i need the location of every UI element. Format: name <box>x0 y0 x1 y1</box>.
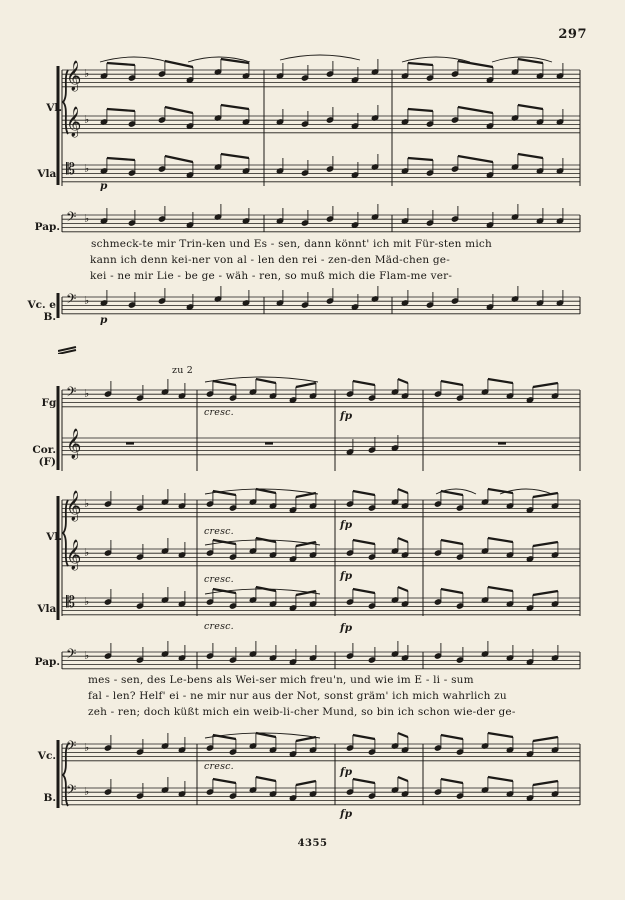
note-beam <box>518 105 543 109</box>
fp-viola: fp <box>340 622 353 634</box>
note-beam <box>441 779 463 783</box>
slur <box>100 57 168 62</box>
instrument-label-violins: Vl. <box>46 102 62 114</box>
note-beam <box>398 489 408 493</box>
note-beam <box>533 493 558 497</box>
note-beam <box>398 379 408 383</box>
note-beam <box>165 156 193 162</box>
note-beam <box>107 63 135 65</box>
note-beam <box>353 735 375 739</box>
instrument-label-horn-key: (F) <box>38 456 56 468</box>
treble-clef-icon: 𝄞 <box>66 107 82 137</box>
note-beam <box>296 781 316 785</box>
note-beam <box>458 107 493 113</box>
bass-clef-icon: 𝄢 <box>66 646 77 665</box>
note-beam <box>256 777 276 781</box>
cresc-bassoon: cresc. <box>204 407 234 418</box>
treble-clef-icon: 𝄞 <box>66 540 82 570</box>
cresc-cello: cresc. <box>204 761 234 772</box>
dynamic-bass: p <box>100 314 108 326</box>
note-beam <box>441 540 463 544</box>
rest-icon <box>498 442 506 444</box>
note-beam <box>398 777 408 781</box>
note-beam <box>353 540 375 544</box>
instrument-label-horn: Cor. <box>32 444 56 456</box>
note-beam <box>441 589 463 593</box>
note-beam <box>107 158 135 160</box>
key-flat-icon: ♭ <box>84 785 90 798</box>
cresc-viola: cresc. <box>204 621 234 632</box>
note-beam <box>441 735 463 739</box>
key-flat-icon: ♭ <box>84 595 90 608</box>
note-beam <box>408 109 433 111</box>
key-flat-icon: ♭ <box>84 497 90 510</box>
note-beam <box>533 383 558 387</box>
fp-bassoon: fp <box>340 410 353 422</box>
note-beam <box>296 383 316 387</box>
alto-clef-icon: 𝄡 <box>66 159 75 178</box>
fp-bass: fp <box>340 808 353 820</box>
key-flat-icon: ♭ <box>84 113 90 126</box>
rest-icon <box>126 442 134 444</box>
instrument-label-viola: Vla. <box>37 168 60 180</box>
note-beam <box>533 542 558 546</box>
note-beam <box>533 781 558 785</box>
treble-clef-icon: 𝄞 <box>66 429 82 459</box>
lyric-line-3: kei - ne mir Lie - be ge - wäh - ren, so muß mich die Flam-me ver- <box>90 270 453 282</box>
note-beam <box>458 156 493 162</box>
note-beam <box>213 381 236 385</box>
note-beam <box>398 538 408 542</box>
alto-clef-icon: 𝄡 <box>66 592 75 611</box>
fp-cello: fp <box>340 766 353 778</box>
instrument-label-violins-2: Vl. <box>46 531 62 543</box>
note-beam <box>256 379 276 383</box>
instrument-label-viola-2: Vla. <box>37 603 60 615</box>
treble-clef-icon: 𝄞 <box>66 61 82 91</box>
note-beam <box>353 381 375 385</box>
note-beam <box>213 779 236 783</box>
note-beam <box>296 493 316 497</box>
rest-icon <box>265 442 273 444</box>
note-beam <box>533 591 558 595</box>
note-beam <box>518 154 543 158</box>
instrument-label-cello: Vc. <box>37 750 56 762</box>
note-beam <box>441 381 463 385</box>
note-beam <box>353 589 375 593</box>
note-beam <box>488 587 513 591</box>
instrument-label-bass-2: B. <box>43 792 56 804</box>
dynamic-viola: p <box>100 180 108 192</box>
bass-clef-icon: 𝄢 <box>66 738 77 757</box>
instrument-label-voice: Pap. <box>34 221 60 233</box>
cresc-violin-2: cresc. <box>204 574 234 585</box>
note-beam <box>458 61 493 67</box>
cresc-violin-1: cresc. <box>204 526 234 537</box>
bass-clef-icon: 𝄢 <box>66 384 77 403</box>
instrument-label-voice-2: Pap. <box>34 656 60 668</box>
bass-clef-icon: 𝄢 <box>66 209 77 228</box>
key-flat-icon: ♭ <box>84 67 90 80</box>
note-beam <box>488 538 513 542</box>
key-flat-icon: ♭ <box>84 387 90 400</box>
key-flat-icon: ♭ <box>84 162 90 175</box>
instrument-label-bass: Vc. e B. <box>27 299 56 323</box>
lyric-line-5: fal - len? Helf' ei - ne mir nur aus der Not, sonst gräm' ich mich wahrlich zu <box>88 690 507 702</box>
instrument-label-bassoon: Fg. <box>41 397 60 409</box>
slur <box>280 55 360 60</box>
key-flat-icon: ♭ <box>84 546 90 559</box>
note-beam <box>107 109 135 111</box>
lyric-line-2: kann ich denn kei-ner von al - len den rei - zen-den Mäd-chen ge- <box>90 254 450 266</box>
note-beam <box>408 158 433 160</box>
key-flat-icon: ♭ <box>84 741 90 754</box>
note-beam <box>441 491 463 495</box>
bass-clef-icon: 𝄢 <box>66 291 77 310</box>
note-beam <box>518 59 543 63</box>
note-beam <box>408 63 433 65</box>
note-beam <box>533 737 558 741</box>
note-beam <box>488 733 513 737</box>
lyric-line-6: zeh - ren; doch küßt mich ein weib-li-cher Mund, so bin ich schon wie-der ge- <box>88 706 516 718</box>
plate-number: 4355 <box>297 838 328 849</box>
note-beam <box>353 491 375 495</box>
key-flat-icon: ♭ <box>84 212 90 225</box>
annotation-zu-2: zu 2 <box>172 365 193 376</box>
note-beam <box>353 779 375 783</box>
note-beam <box>221 59 249 63</box>
treble-clef-icon: 𝄞 <box>66 491 82 521</box>
note-beam <box>221 105 249 109</box>
key-flat-icon: ♭ <box>84 294 90 307</box>
fp-violin-2: fp <box>340 570 353 582</box>
note-beam <box>488 379 513 383</box>
page-number: 297 <box>558 27 587 42</box>
fp-violin-1: fp <box>340 519 353 531</box>
note-beam <box>398 587 408 591</box>
note-beam <box>398 733 408 737</box>
bass-clef-icon: 𝄢 <box>66 782 77 801</box>
lyric-line-1: schmeck-te mir Trin-ken und Es - sen, dann könnt' ich mit Für-sten mich <box>91 238 492 250</box>
note-beam <box>165 107 193 113</box>
key-flat-icon: ♭ <box>84 649 90 662</box>
note-beam <box>221 154 249 158</box>
lyric-line-4: mes - sen, des Le-bens als Wei-ser mich freu'n, und wie im E - li - sum <box>88 674 474 686</box>
note-beam <box>488 777 513 781</box>
note-beam <box>296 737 316 741</box>
